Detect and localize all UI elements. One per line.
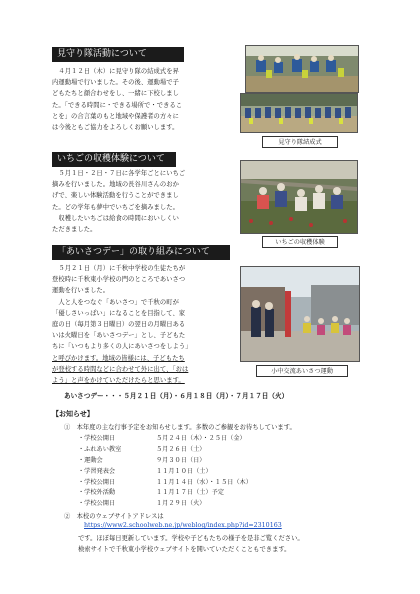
photo-mimamori-ceremony — [245, 45, 359, 93]
photo-aisatsu-campaign — [240, 266, 360, 362]
caption-aisatsu: 小中交流あいさつ運動 — [256, 365, 348, 377]
photo-strawberry-picking — [240, 160, 358, 234]
newsletter-page: 見守り隊活動について ４月１２日（木）に見守り隊の結成式を昇 内運動場で行いました。その後、運動場で子 どもたちと顔合わせをし、一緒に下校しまし た。「できる時間に・できる場所で・できるこ とを」の合言葉のもと地域や保護者の方々に は今後ともご協力をよろしくお願いします。 見守り隊結成式 いちごの収穫体験について ５月１日・２日・７日に各学年ごとにいちご 摘みを行いました。地域の長谷川さんのおか げで、楽しい体験活動を行うことができまし た。どの学年も夢中でいちごを摘みました。 収穫したいちごは給食の時間においしくい ただきました。 いちごの収穫体験 「あいさつデー」の取り組みについて ５月２１日（月）に千秋中学校の生徒たちが 登校時に千秋東小学校の門のところであいさつ 運動を行いました。 人と人をつなぐ「あいさつ」で千秋の町が 「優しさいっぱい」になることを目指して、家 庭の日（毎月第３日曜日）の翌日の月曜日ある いは火曜日を「あいさつデー」とし、子どもた ちに「いつもより多くの人にあいさつをしよう」 と呼びかけます。地域の皆様には、子どもたち が登校する時間などに合わせて外に出て、「おは よう」と声をかけていただけたらと思います。 小中交流あいさつ運動 あいさつデー・・・５月２１日（月）・６月１８日（月）・７月１７日（火） 【お知らせ】 ① 本年度の主な行事予定をお知らせします。多数のご参観をお待ちしています。 ・学校公開日 ５月２４日（木）・２５日（金） ・ふれあい教室 ５月２６日（土） ・運動会 ９月３０日（日） ・学習発表会 １１月１０日（土） ・学校公開日 １１月１４日（水）・１５日（木） ・学校外活動 １１月１７日（土）予定 ・学校公開日 １月２９日（火） ② 本校のウェブサイトアドレスは https://www2.schoolweb.ne.jp/weblog/index.php?id=2310163 です。ほぼ毎日更新しています。学校や子どもたちの様子を是非ご覧ください。 検索サイトで千秋東小学校ウェブサイトを開いていただくこともできます。 — [0, 0, 420, 594]
notice-text-search: 検索サイトで千秋東小学校ウェブサイトを開いていただくこともできます。 — [78, 546, 291, 553]
section-body-mimamori: ４月１２日（木）に見守り隊の結成式を昇 内運動場で行いました。その後、運動場で子 どもたちと顔合わせをし、一緒に下校しまし た。「できる時間に・できる場所で・できるこ とを」の合言葉のもと地域や保護者の方々に は今後ともご協力をよろしくお願いします。 — [52, 68, 183, 132]
section-title-aisatsu: 「あいさつデー」の取り組みについて — [52, 245, 230, 260]
notice-title: 【お知らせ】 — [52, 410, 94, 418]
school-website-link[interactable]: https://www2.schoolweb.ne.jp/weblog/index.php?id=2310163 — [84, 522, 282, 529]
notice-item-1: ① 本年度の主な行事予定をお知らせします。多数のご参観をお待ちしています。 — [64, 424, 296, 431]
aisatsu-day-dates: あいさつデー・・・５月２１日（月）・６月１８日（月）・７月１７日（火） — [64, 392, 289, 400]
section-title-mimamori: 見守り隊活動について — [52, 47, 184, 62]
notice-text-update: です。ほぼ毎日更新しています。学校や子どもたちの様子を是非ご覧ください。 — [78, 535, 304, 542]
caption-mimamori: 見守り隊結成式 — [262, 136, 338, 148]
photo-mimamori-group — [240, 93, 358, 133]
caption-ichigo: いちごの収穫体験 — [262, 236, 338, 248]
notice-item-2: ② 本校のウェブサイトアドレスは — [64, 513, 164, 520]
section-body-ichigo: ５月１日・２日・７日に各学年ごとにいちご 摘みを行いました。地域の長谷川さんのおか げで、楽しい体験活動を行うことができまし た。どの学年も夢中でいちごを摘みました。 収穫したいちごは給食の時間においしくい ただきました。 — [52, 170, 186, 234]
section-title-ichigo: いちごの収穫体験について — [52, 152, 176, 167]
section-body-aisatsu: ５月２１日（月）に千秋中学校の生徒たちが 登校時に千秋東小学校の門のところであいさつ 運動を行いました。 人と人をつなぐ「あいさつ」で千秋の町が 「優しさいっぱい」になることを目指して、家 庭の日（毎月第３日曜日）の翌日の月曜日ある いは火曜日を「あいさつデー」とし、子どもた ちに「いつもより多くの人にあいさつをしよう」 と呼びかけます。地域の皆様には、子どもたち が登校する時間などに合わせて外に出て、「おは よう」と声をかけていただけたらと思います。 — [52, 265, 192, 385]
